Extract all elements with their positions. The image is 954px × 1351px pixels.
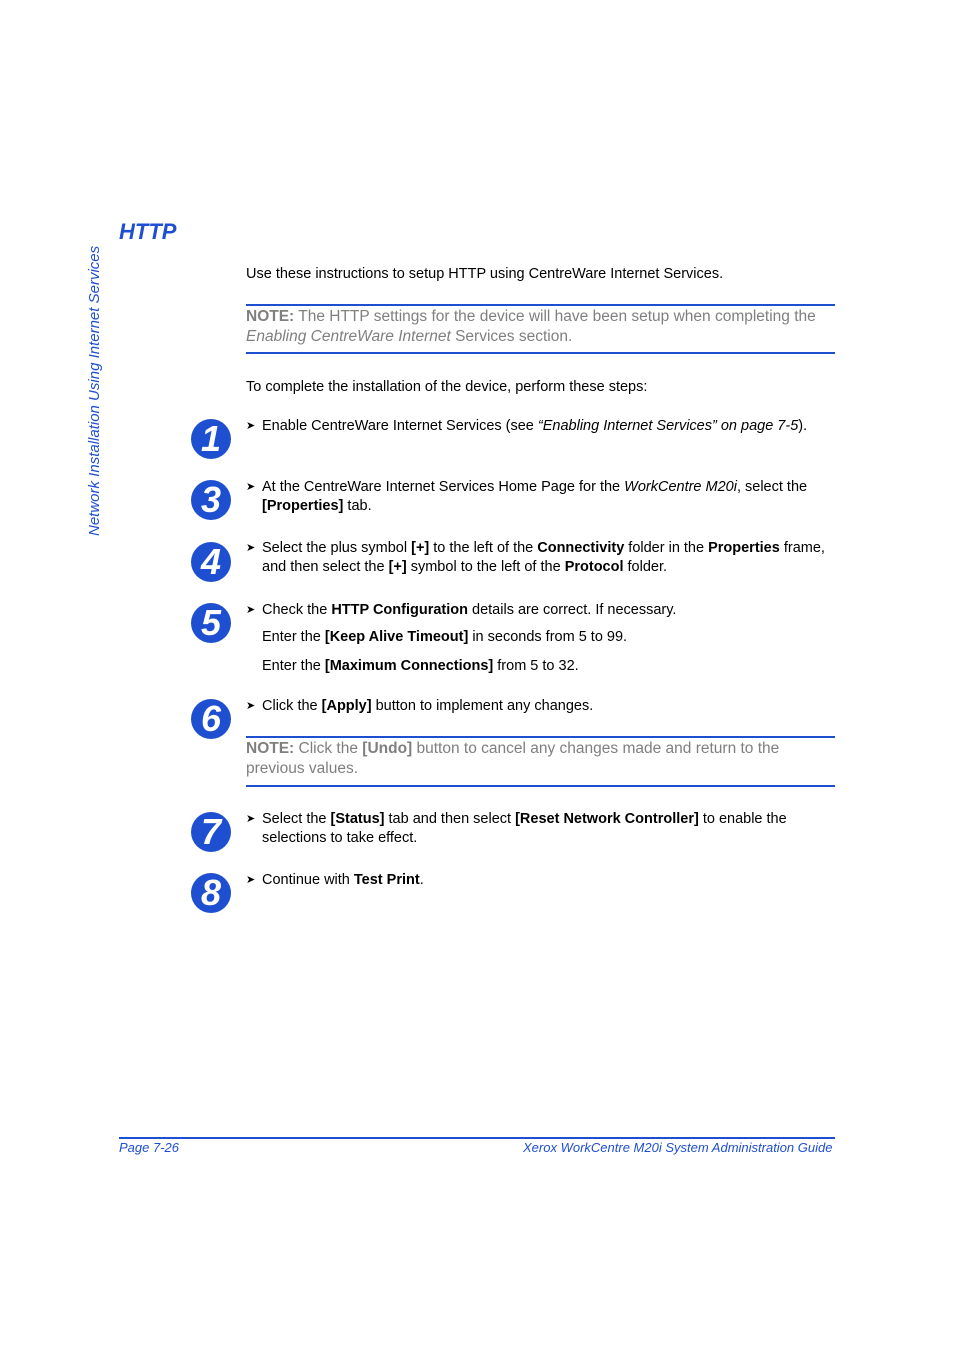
note-label: NOTE: xyxy=(246,308,295,325)
complete-text: To complete the installation of the device, perform these steps: xyxy=(246,379,648,395)
section-title: HTTP xyxy=(119,219,177,244)
arrow-bullet-icon: ➤ xyxy=(246,813,256,825)
arrow-bullet-icon: ➤ xyxy=(246,700,256,712)
note-top-rule xyxy=(246,736,835,738)
keep-alive-instruction: Enter the [Keep Alive Timeout] in seconds from 5 to 99. xyxy=(262,629,628,645)
guide-title: Xerox WorkCentre M20i System Administration Guide xyxy=(523,1140,833,1155)
step-number-badge: 5 xyxy=(191,603,231,643)
arrow-bullet-icon: ➤ xyxy=(246,874,256,886)
note-box: NOTE: Click the [Undo] button to cancel any changes made and return to the previous values. xyxy=(246,740,780,777)
arrow-bullet-icon: ➤ xyxy=(246,420,256,432)
note-label: NOTE: xyxy=(246,740,295,757)
max-connections-instruction: Enter the [Maximum Connections] from 5 to 32. xyxy=(262,658,579,674)
page-number: Page 7-26 xyxy=(119,1140,179,1155)
intro-text: Use these instructions to setup HTTP using CentreWare Internet Services. xyxy=(246,266,724,282)
step-7: ➤ Select the [Status] tab and then select [Reset Network Controller] to enable the selections to take effect. xyxy=(246,811,787,846)
step-6: ➤ Click the [Apply] button to implement any changes. xyxy=(246,698,594,714)
footer-rule xyxy=(119,1137,835,1139)
step-5: ➤ Check the HTTP Configuration details are correct. If necessary. xyxy=(246,602,677,618)
step-1: ➤ Enable CentreWare Internet Services (see “Enabling Internet Services” on page 7-5). xyxy=(246,418,808,434)
side-tab-label: Network Installation Using Internet Services xyxy=(86,245,103,536)
step-4: ➤ Select the plus symbol [+] to the left of the Connectivity folder in the Properties frame, and then select the [+] symbol to the left of the Protocol folder. xyxy=(246,540,825,575)
step-number-badge: 6 xyxy=(191,699,231,739)
arrow-bullet-icon: ➤ xyxy=(246,481,256,493)
step-number-badge: 1 xyxy=(191,419,231,459)
arrow-bullet-icon: ➤ xyxy=(246,542,256,554)
step-number-badge: 4 xyxy=(191,542,231,582)
step-number-badge: 7 xyxy=(191,812,231,852)
step-3: ➤ At the CentreWare Internet Services Home Page for the WorkCentre M20i, select the [Properties] tab. xyxy=(246,479,808,514)
arrow-bullet-icon: ➤ xyxy=(246,604,256,616)
note-bottom-rule xyxy=(246,785,835,787)
step-number-badge: 8 xyxy=(191,873,231,913)
note-top-rule xyxy=(246,304,835,306)
note-bottom-rule xyxy=(246,352,835,354)
step-8: ➤ Continue with Test Print. xyxy=(246,872,424,888)
note-box: NOTE: The HTTP settings for the device will have been setup when completing the Enabling CentreWare Internet Services section. xyxy=(246,308,816,345)
step-number-badge: 3 xyxy=(191,480,231,520)
